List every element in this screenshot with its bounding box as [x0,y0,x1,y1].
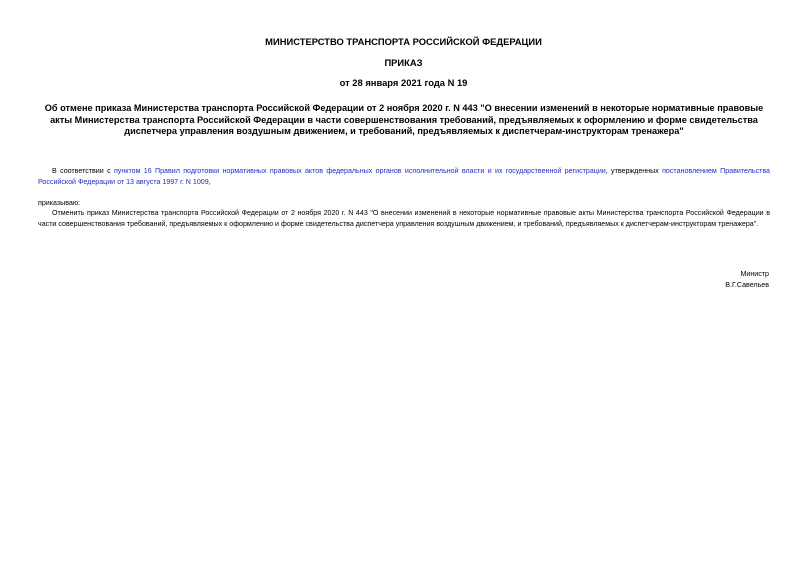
signatory-name: В.Г.Савельев [725,281,769,289]
link-government-decree-1009[interactable]: постановлением Правительства Российской Федерации от 13 августа 1997 г. N 1009 [38,167,770,186]
accordance-middle: , утвержденных [605,167,663,175]
orders-word: приказываю: [38,199,81,207]
paragraph-cancel-order: Отменить приказ Министерства транспорта Российской Федерации от 2 ноября 2020 г. N 443 "О внесении изменений в некоторые нормативные правовые акты Министерства транспорта Российской Федерации в части совершенствования требований, предъявляемых к оформлению и форме свидетельства диспетчера управления воздушным движением, и требований, предъявляемых к диспетчерам-инструкторам тренажера". [38,209,770,228]
paragraph-accordance [38,166,770,187]
document-date-number: от 28 января 2021 года N 19 [339,77,468,88]
ministry-name: МИНИСТЕРСТВО ТРАНСПОРТА РОССИЙСКОЙ ФЕДЕРАЦИИ [265,36,542,47]
accordance-prefix: В соответствии с [52,167,114,175]
signatory-position: Министр [740,270,769,278]
document-title: Об отмене приказа Министерства транспорта Российской Федерации от 2 ноября 2020 г. N 443 "О внесении изменений в некоторые нормативные правовые акты Министерства транспорта Российской Федерации в части совершенствования требований, предъявляемых к оформлению и форме свидетельства диспетчера управления воздушным движением, и требований, предъявляемых к диспетчерам-инструкторам тренажера" [44,103,764,136]
document-type: ПРИКАЗ [384,57,423,68]
link-rules-paragraph-16[interactable]: пунктом 16 Правил подготовки нормативных правовых актов федеральных органов исполнительной власти и их государственной регистрации [113,167,606,175]
accordance-suffix: , [208,177,211,186]
